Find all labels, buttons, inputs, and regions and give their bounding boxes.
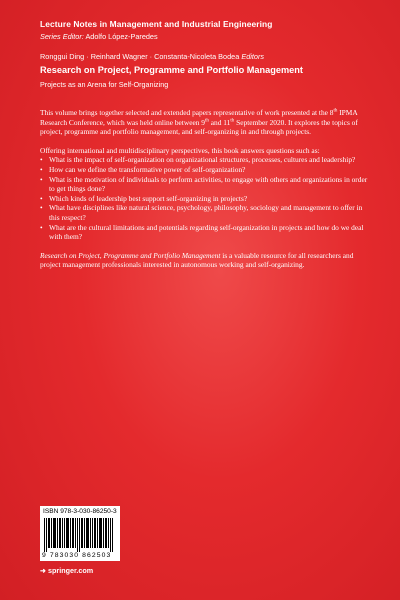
series-name: Lecture Notes in Management and Industrial Engineering (40, 19, 273, 29)
question-item: • What is the motivation of individuals to perform activities, to engage with others and organizations in order to get things done? (40, 175, 368, 194)
blurb-paragraph-1: This volume brings together selected and extended papers representative of work presented at the 8th IPMA Research Conference, which was held online between 9th and 11th September 2020. It explores the topics of project, programme and portfolio management, and self-organizing in and through projects. (40, 108, 358, 137)
question-item: • What are the cultural limitations and potentials regarding self-organization in projects and how do we deal with them? (40, 223, 368, 242)
isbn-text: ISBN 978-3-030-86250-3 (43, 508, 117, 515)
barcode-bars (44, 518, 116, 552)
series-editor-label: Series Editor: (40, 32, 84, 41)
book-authors (40, 52, 380, 61)
blurb-body (40, 108, 368, 279)
blurb-paragraph-3: Research on Project, Programme and Portfolio Management is a valuable resource for all researchers and project management professionals interested in autonomous working and self-organizing. (40, 250, 354, 270)
series-editor (40, 32, 370, 41)
series-editor-name: Adolfo López-Paredes (85, 32, 158, 41)
barcode (40, 506, 120, 561)
book-title: Research on Project, Programme and Portfolio Management (40, 65, 303, 75)
series-block (40, 19, 370, 41)
question-item: • Which kinds of leadership best support self-organizing in projects? (40, 194, 368, 204)
question-item: • What is the impact of self-organization on organizational structures, processes, cultures and leadership? (40, 155, 368, 165)
barcode-digits: 9 783030 862503 (42, 552, 112, 559)
springer-link[interactable]: ➜ springer.com (40, 566, 94, 575)
authors-names: Ronggui Ding · Reinhard Wagner · Constanta-Nicoleta Bodea (40, 52, 240, 61)
book-subtitle: Projects as an Arena for Self-Organizing (40, 80, 169, 89)
blurb-paragraph-2: Offering international and multidisciplinary perspectives, this book answers questions such as: (40, 145, 320, 155)
question-item: • How can we define the transformative power of self-organization? (40, 165, 368, 175)
authors-suffix: Editors (241, 52, 265, 61)
question-list (40, 155, 368, 241)
question-item: • What have disciplines like natural science, psychology, philosophy, sociology and management to offer in this respect? (40, 203, 368, 222)
